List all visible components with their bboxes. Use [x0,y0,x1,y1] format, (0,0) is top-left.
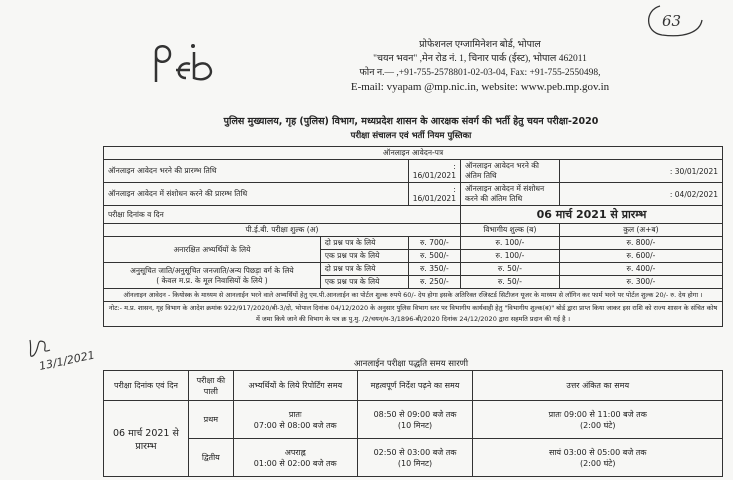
org-phone: फोन न.— ,+91-755-2578801-02-03-04, Fax: +91-755-2550498, [359,68,601,78]
column-header: परीक्षा दिनांक एवं दिन [104,371,189,401]
duration: (10 मिनट) [397,420,433,430]
org-name: प्रोफेशनल एग्जामिनेशन बोर्ड, भोपाल [419,40,541,50]
fee-header: विभागीय शुल्क (ब) [460,224,559,237]
time: 01:00 से 02:00 बजे तक [253,458,337,468]
fee: रु. 300/- [559,276,722,289]
column-header: अभ्यर्थियों के लिये रिपोर्टिंग समय [233,371,357,401]
value: : 30/01/2021 [559,160,722,183]
period: अपराह्न [284,447,306,457]
answer-time [473,401,723,439]
fee: रु. 100/- [460,237,559,250]
label: परीक्षा दिनांक व दिन [104,206,461,224]
fee-header: कुल (अ+ब) [559,224,722,237]
instruction-time [357,401,473,439]
shift: प्रथम [188,401,233,439]
paper: दो प्रश्न पत्र के लिये [320,237,408,250]
timetable-title: आनलाईन परीक्षा पद्धति समय सारणी [353,359,469,369]
reporting-time [233,401,357,439]
category-label: अनुसूचित जाति/अनुसूचित जनजाति/अन्य पिछड़ा वर्ग के लिये [130,265,294,275]
fee: रु. 100/- [460,250,559,263]
svg-text:13/1/2021: 13/1/2021 [37,348,96,373]
time: प्रातः 09:00 से 11:00 बजे तक [548,409,647,419]
column-header: परीक्षा की पाली [188,371,233,401]
portal-fee-note: ऑनलाइन आवेदन - कियोस्क के माध्यम से आनलाईन भरने वाले अभ्यर्थियों हेतु एम.पी.आनलाईन का पोर्टल शुल्क रुपये 60/- देय होगा इसके अतिरिक्त रजिस्टर्ड सिटीजन यूजर के माध्यम से लॉगिन कर फार्म भरने पर पोर्टल शुल्क 20/- रु. देय होगा । [104,289,723,302]
fee: रु. 600/- [559,250,722,263]
fee-header: पी.ई.बी. परीक्षा शुल्क (अ) [104,224,461,237]
org-address: "चयन भवन" ,मेन रोड नं. 1, चिनार पार्क (ईस्ट), भोपाल 462011 [373,54,587,64]
label: ऑनलाइन आवेदन भरने की अंतिम तिथि [460,160,559,183]
handwritten-page-number [640,2,720,38]
value: : 16/01/2021 [408,160,460,183]
column-header: महत्वपूर्ण निर्देश पढ़ने का समय [357,371,473,401]
signature [10,320,110,390]
org-email: E-mail: vyapam @mp.nic.in, website: www.peb.mp.gov.in [350,81,610,93]
period: प्रातः [288,409,302,419]
category [104,263,321,289]
fee: रु. 50/- [460,276,559,289]
category-note: ( केवल म.प्र. के मूल निवासियों के लिये ) [156,275,268,285]
fee: रु. 500/- [408,250,460,263]
document-subtitle: परीक्षा संचालन एवं भर्ती नियम पुस्तिका [350,131,472,141]
time: सायं 03:00 से 05:00 बजे तक [548,447,647,457]
label: ऑनलाइन आवेदन भरने की प्रारम्भ तिथि [104,160,409,183]
duration: (10 मिनट) [397,458,433,468]
category: अनारक्षित अभ्यर्थियों के लिये [104,237,321,263]
time: 07:00 से 08:00 बजे तक [253,420,337,430]
time: 02:50 से 03:00 बजे तक [373,447,457,457]
value: : 16/01/2021 [408,183,460,206]
fee: रु. 50/- [460,263,559,276]
value: : 04/02/2021 [559,183,722,206]
fee: रु. 400/- [559,263,722,276]
duration: (2:00 घंटे) [579,458,616,468]
letterhead [230,38,730,94]
time: 08:50 से 09:00 बजे तक [373,409,457,419]
exam-date: 06 मार्च 2021 से प्रारम्भ [460,206,722,224]
column-header: उत्तर अंकित का समय [473,371,723,401]
instruction-time [357,439,473,477]
fee: रु. 250/- [408,276,460,289]
duration: (2:00 घंटे) [579,420,616,430]
peb-logo [148,38,218,84]
fee: रु. 800/- [559,237,722,250]
schedule-heading: ऑनलाइन आवेदन-पत्र [104,147,723,160]
svg-text:63: 63 [662,12,682,30]
answer-time [473,439,723,477]
timetable [103,370,723,477]
department-fee-note: नोट:- म.प्र. शासन, गृह विभाग के आदेश क्रमांक 922/917/2020/बी-3/दो, भोपाल दिनांक 04/12/2020 के अनुसार पुलिस विभाग स्तर पर विभागीय कार्यवाही हेतु "विभागीय शुल्क(ब)" बोर्ड द्वारा प्राप्त किया जाकर इस राशि को राज्य शासन के संचित कोष में जमा किये जाने की विभाग के पत्र क्र पु.मु. /2/चयन/व-3/1896-बी/2020 दिनांक 24/12/2020 द्वारा सहमति प्रदान की गई है । [104,302,723,327]
paper: दो प्रश्न पत्र के लिये [320,263,408,276]
paper: एक प्रश्न पत्र के लिये [320,250,408,263]
exam-date: 06 मार्च 2021 से प्रारम्भ [104,401,189,477]
document-title: पुलिस मुख्यालय, गृह (पुलिस) विभाग, मध्यप्रदेश शासन के आरक्षक संवर्ग की भर्ती हेतु चयन परीक्षा-2020 [223,116,599,127]
paper: एक प्रश्न पत्र के लिये [320,276,408,289]
label: ऑनलाइन आवेदन में संशोधन करने की प्रारम्भ तिथि [104,183,409,206]
reporting-time [233,439,357,477]
fee: रु. 350/- [408,263,460,276]
shift: द्वितीय [188,439,233,477]
label: ऑनलाइन आवेदन में संशोधन करने की अंतिम तिथि [460,183,559,206]
schedule-fee-table [103,146,723,327]
fee: रु. 700/- [408,237,460,250]
